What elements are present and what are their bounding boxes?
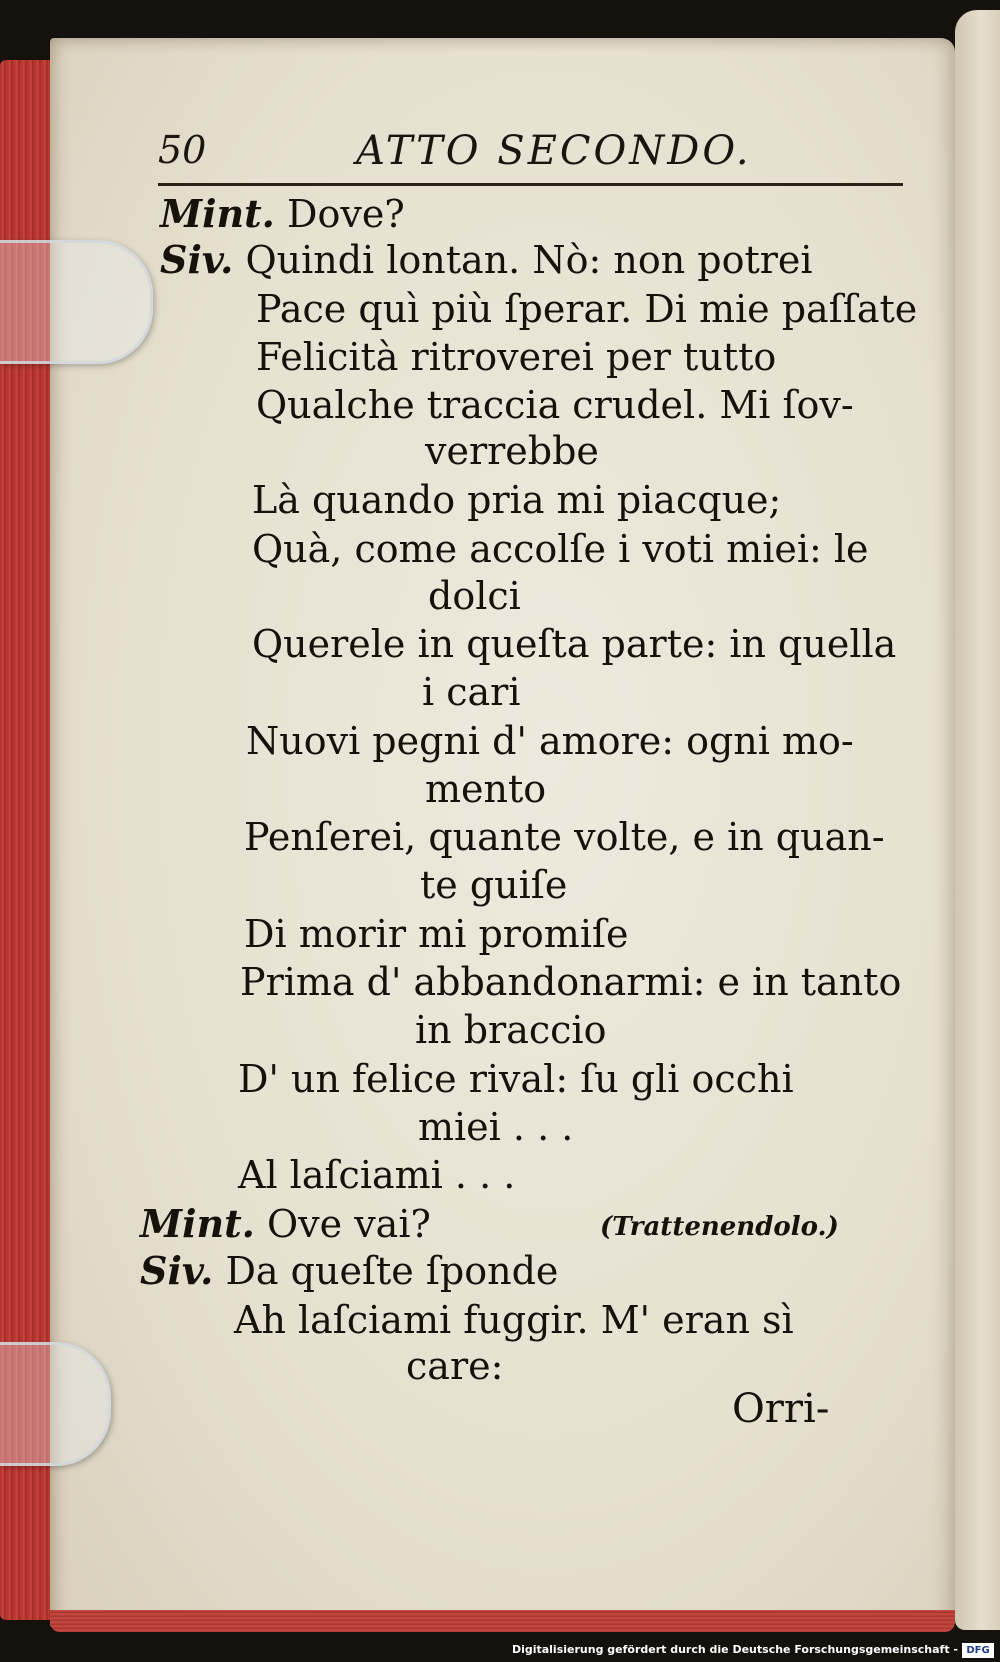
- verse-line: [160, 190, 405, 238]
- verse-line: [238, 1151, 515, 1199]
- verse-line: [415, 1006, 606, 1054]
- speaker-label: Mint.: [140, 1201, 255, 1246]
- line-text: Prima d' abbandonarmi: e in tanto: [240, 960, 902, 1004]
- page-number: 50: [158, 128, 207, 172]
- header-rule: [158, 183, 903, 186]
- verse-line: [425, 427, 599, 475]
- line-text: Felicità ritroverei per tutto: [256, 335, 777, 379]
- verse-line: [428, 572, 521, 620]
- stage-direction: (Trattenendolo.): [600, 1212, 839, 1242]
- page-clip-bottom: [0, 1342, 111, 1466]
- line-text: Ah laſciami fuggir. M' eran sì: [234, 1298, 794, 1342]
- page-header: [158, 128, 903, 184]
- facing-page-edge: [955, 10, 1000, 1630]
- line-text: care:: [406, 1344, 504, 1388]
- line-text: Pace quì più ſperar. Di mie paſſate: [256, 287, 918, 331]
- running-head: ATTO SECONDO.: [356, 128, 752, 174]
- speaker-label: Siv.: [160, 237, 234, 282]
- speaker-label: Siv.: [140, 1248, 214, 1293]
- verse-line: [246, 717, 854, 765]
- verse-line: [244, 910, 629, 958]
- book-edge-bottom: [50, 1610, 955, 1632]
- line-text: Qualche traccia crudel. Mi ſov-: [256, 383, 854, 427]
- line-text: i cari: [422, 670, 521, 714]
- line-text: Dove?: [287, 192, 405, 236]
- line-text: Quindi lontan. Nò: non potrei: [245, 238, 813, 282]
- digitization-credit: Digitalisierung gefördert durch die Deutsche Forschungsgemeinschaft -: [511, 1643, 958, 1656]
- verse-line: [252, 525, 869, 573]
- verse-line: [256, 285, 917, 333]
- line-text: D' un felice rival: ſu gli occhi: [238, 1057, 794, 1101]
- verse-line: [406, 1342, 503, 1390]
- line-text: mento: [425, 767, 547, 811]
- line-text: miei . . .: [418, 1105, 574, 1149]
- verse-line: [252, 476, 781, 524]
- dfg-logo: DFG: [962, 1643, 994, 1658]
- line-text: Al laſciami . . .: [238, 1153, 516, 1197]
- catchword: Orri-: [732, 1386, 830, 1432]
- verse-line: [244, 813, 885, 861]
- line-text: Penſerei, quante volte, e in quan-: [244, 815, 885, 859]
- verse-line: [238, 1055, 794, 1103]
- verse-line: [140, 1247, 558, 1295]
- verse-line: [252, 620, 896, 668]
- speaker-label: Mint.: [160, 191, 275, 236]
- line-text: Da queſte ſponde: [225, 1249, 559, 1293]
- verse-line: [140, 1200, 431, 1248]
- page-clip-top: [0, 240, 153, 364]
- line-text: Di morir mi promiſe: [244, 912, 629, 956]
- verse-line: [234, 1296, 794, 1344]
- line-text: Quà, come accolſe i voti miei: le: [252, 527, 869, 571]
- line-text: verrebbe: [425, 429, 599, 473]
- verse-line: [418, 1103, 573, 1151]
- line-text: Nuovi pegni d' amore: ogni mo-: [246, 719, 854, 763]
- line-text: Là quando pria mi piacque;: [252, 478, 782, 522]
- verse-line: [160, 236, 813, 284]
- line-text: Querele in queſta parte: in quella: [252, 622, 897, 666]
- verse-line: [420, 861, 567, 909]
- verse-line: [256, 381, 854, 429]
- verse-line: [240, 958, 901, 1006]
- line-text: dolci: [428, 574, 521, 618]
- verse-line: [256, 333, 776, 381]
- verse-line: [422, 668, 521, 716]
- line-text: in braccio: [415, 1008, 607, 1052]
- line-text: Ove vai?: [267, 1202, 431, 1246]
- verse-line: [425, 765, 546, 813]
- line-text: te guiſe: [420, 863, 568, 907]
